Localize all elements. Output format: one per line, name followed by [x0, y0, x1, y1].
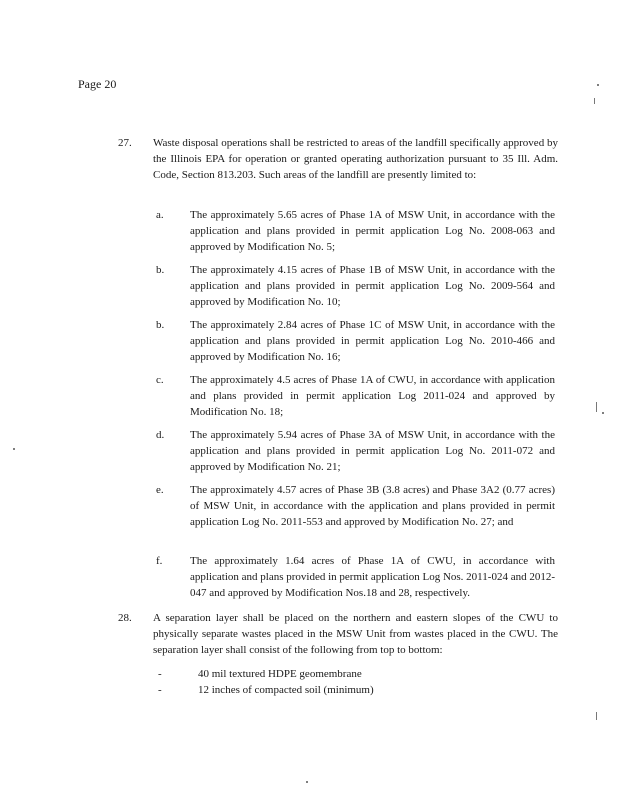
scan-speck	[596, 712, 597, 720]
scan-speck	[306, 781, 308, 783]
subitem-f-text: The approximately 1.64 acres of Phase 1A of CWU, in accordance with application and plans provided in permit application Log Nos. 2011-024 and 2012-047 and approved by Modification Nos.18 and 28, respectively.	[190, 555, 555, 599]
subitem-b2-text: The approximately 2.84 acres of Phase 1C of MSW Unit, in accordance with the application and plans provided in permit application Log No. 2010-466 and approved by Modification No. 16;	[190, 319, 555, 363]
subitem-d-text: The approximately 5.94 acres of Phase 3A of MSW Unit, in accordance with the application and plans provided in permit application Log No. 2011-072 and approved by Modification No. 21;	[190, 429, 555, 473]
scan-speck	[13, 448, 15, 450]
subitem-e-letter: e.	[156, 484, 164, 496]
item-28-number: 28.	[118, 612, 132, 624]
subitem-a-letter: a.	[156, 209, 164, 221]
subitem-c-letter: c.	[156, 374, 164, 386]
scan-speck	[602, 412, 604, 414]
subitem-a-text: The approximately 5.65 acres of Phase 1A of MSW Unit, in accordance with the application and plans provided in permit application Log No. 2008-063 and approved by Modification No. 5;	[190, 209, 555, 253]
scan-speck	[594, 98, 595, 104]
page-number-label: Page 20	[78, 77, 117, 91]
item-28-text: A separation layer shall be placed on the northern and eastern slopes of the CWU to physically separate wastes placed in the MSW Unit from wastes placed in the CWU. The separation layer shall consist of the following from top to bottom:	[153, 612, 558, 656]
item-27-text: Waste disposal operations shall be restricted to areas of the landfill specifically approved by the Illinois EPA for operation or granted operating authorization pursuant to 35 Ill. Adm. Code, Section 813.203. Such areas of the landfill are presently limited to:	[153, 137, 558, 181]
scan-speck	[597, 84, 599, 86]
subitem-e-text: The approximately 4.57 acres of Phase 3B (3.8 acres) and Phase 3A2 (0.77 acres) of MSW Unit, in accordance with the application and plans provided in permit application Log No. 2011-553 and approved by Modification No. 27; and	[190, 484, 555, 528]
bullet-1-dash: -	[158, 668, 162, 680]
bullet-2-text: 12 inches of compacted soil (minimum)	[198, 684, 374, 696]
subitem-b1-text: The approximately 4.15 acres of Phase 1B of MSW Unit, in accordance with the application and plans provided in permit application Log No. 2009-564 and approved by Modification No. 10;	[190, 264, 555, 308]
bullet-2-dash: -	[158, 684, 162, 696]
subitem-f-letter: f.	[156, 555, 163, 567]
scan-speck	[596, 402, 597, 412]
bullet-1-text: 40 mil textured HDPE geomembrane	[198, 668, 362, 680]
subitem-b1-letter: b.	[156, 264, 165, 276]
subitem-b2-letter: b.	[156, 319, 165, 331]
subitem-c-text: The approximately 4.5 acres of Phase 1A of CWU, in accordance with application and plans provided in permit application Log 2011-024 and approved by Modification No. 18;	[190, 374, 555, 418]
item-27-number: 27.	[118, 137, 132, 149]
subitem-d-letter: d.	[156, 429, 165, 441]
